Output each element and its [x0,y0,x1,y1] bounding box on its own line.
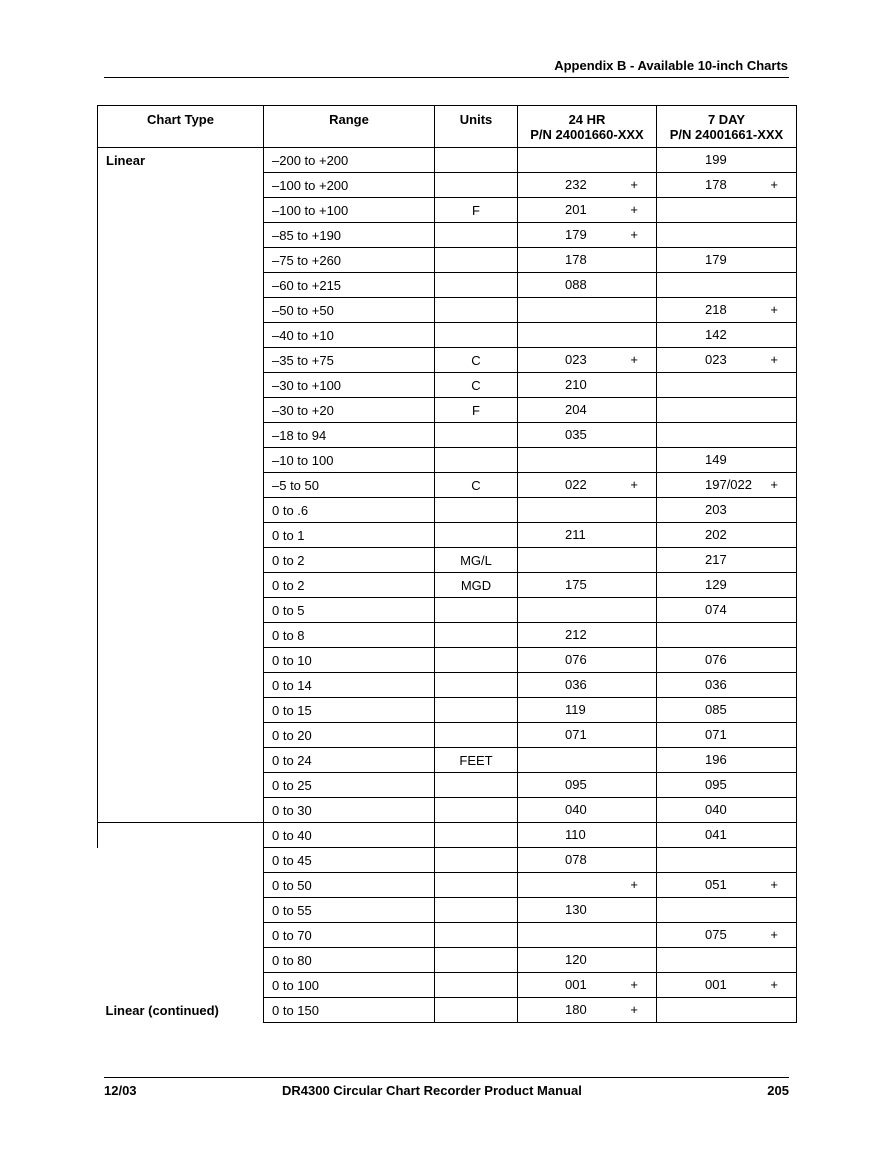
pn-24hr-number: 175 [565,577,587,592]
units-cell: MGD [435,573,518,598]
pn-7day-cell [657,773,797,798]
pn-7day-number: 071 [705,727,727,742]
chart-type-cell [98,223,264,248]
units-cell [435,923,518,948]
pn-7day-cell [657,973,797,998]
units-cell [435,723,518,748]
pn-24hr-cell [518,198,657,223]
chart-type-cell [98,923,264,948]
table-row [98,873,797,898]
table-row [98,498,797,523]
table-row [98,773,797,798]
table-header-row [98,106,797,148]
units-cell [435,598,518,623]
table-row [98,748,797,773]
pn-24hr-cell [518,948,657,973]
pn-7day-number: 218 [705,302,727,317]
col-header-units: Units [435,106,518,148]
units-cell: F [435,398,518,423]
pn-7day-plus-mark: + [770,302,778,317]
pn-7day-cell [657,648,797,673]
range-cell: 0 to 1 [264,523,435,548]
pn-7day-cell [657,573,797,598]
pn-7day-cell [657,448,797,473]
pn-24hr-cell [518,423,657,448]
chart-type-cell [98,248,264,273]
pn-24hr-number: 178 [565,252,587,267]
pn-7day-cell [657,548,797,573]
chart-type-cell [98,373,264,398]
pn-24hr-cell [518,998,657,1023]
table-row [98,848,797,873]
chart-type-label-continued: Linear (continued) [105,1002,219,1018]
pn-7day-cell [657,698,797,723]
chart-type-cell [98,198,264,223]
table-row [98,473,797,498]
pn-7day-cell [657,498,797,523]
pn-24hr-cell [518,348,657,373]
range-cell: 0 to 2 [264,573,435,598]
pn-24hr-plus-mark: + [630,227,638,242]
chart-type-label: Linear [106,153,146,168]
chart-type-cell [98,298,264,323]
units-cell [435,698,518,723]
pn-24hr-number: 040 [565,802,587,817]
pn-24hr-number: 071 [565,727,587,742]
table-row [98,398,797,423]
pn-7day-number: 041 [705,827,727,842]
chart-type-cell [98,473,264,498]
pn-24hr-number: 088 [565,277,587,292]
pn-24hr-cell [518,573,657,598]
pn-7day-number: 095 [705,777,727,792]
pn-7day-number: 023 [705,352,727,367]
units-cell [435,148,518,173]
pn-7day-cell [657,423,797,448]
footer-page-number: 205 [767,1083,789,1098]
pn-24hr-cell [518,673,657,698]
pn-7day-number: 085 [705,702,727,717]
chart-type-cell [98,148,264,173]
pn-24hr-cell [518,148,657,173]
pn-24hr-cell [518,698,657,723]
table-row [98,723,797,748]
pn-7day-number: 129 [705,577,727,592]
table-row [98,948,797,973]
pn-24hr-cell [518,273,657,298]
chart-type-cell [98,523,264,548]
chart-type-cell [98,848,264,873]
col-header-7day-label: 7 DAY [707,112,746,127]
table-row [98,798,797,823]
table-row [98,823,797,848]
units-cell [435,673,518,698]
chart-type-cell [98,898,264,923]
table-row [98,598,797,623]
range-cell: –10 to 100 [264,448,435,473]
range-cell: –30 to +20 [264,398,435,423]
units-cell [435,523,518,548]
page-header-title: Appendix B - Available 10-inch Charts [554,58,788,73]
pn-7day-plus-mark: + [770,877,778,892]
pn-7day-cell [657,923,797,948]
range-cell: 0 to 30 [264,798,435,823]
pn-7day-cell [657,273,797,298]
chart-type-cell [98,648,264,673]
pn-7day-cell [657,948,797,973]
pn-7day-cell [657,598,797,623]
pn-24hr-cell [518,548,657,573]
table-row [98,148,797,173]
chart-type-cell [98,323,264,348]
pn-24hr-number: 204 [565,402,587,417]
pn-7day-cell [657,998,797,1023]
units-cell [435,298,518,323]
units-cell [435,448,518,473]
table-row [98,548,797,573]
pn-24hr-number: 211 [565,527,586,542]
pn-24hr-plus-mark: + [630,1002,638,1017]
chart-type-cell [98,398,264,423]
pn-7day-cell [657,198,797,223]
pn-24hr-number: 095 [565,777,587,792]
table-body [98,148,797,1023]
pn-24hr-number: 179 [565,227,587,242]
chart-type-cell [98,498,264,523]
pn-7day-cell [657,673,797,698]
table-row [98,223,797,248]
chart-type-cell [98,873,264,898]
pn-24hr-plus-mark: + [630,202,638,217]
pn-7day-number: 036 [705,677,727,692]
units-cell [435,423,518,448]
pn-7day-number: 178 [705,177,727,192]
pn-24hr-plus-mark: + [630,177,638,192]
pn-24hr-cell [518,773,657,798]
pn-24hr-cell [518,798,657,823]
chart-type-cell [98,973,264,998]
range-cell: 0 to 2 [264,548,435,573]
pn-7day-cell [657,148,797,173]
col-header-range: Range [264,106,435,148]
pn-7day-cell [657,823,797,848]
units-cell: F [435,198,518,223]
table-row [98,448,797,473]
pn-24hr-number: 036 [565,677,587,692]
chart-type-cell [98,448,264,473]
units-cell [435,798,518,823]
pn-7day-plus-mark: + [770,927,778,942]
units-cell [435,273,518,298]
pn-7day-number: 217 [705,552,727,567]
range-cell: –30 to +100 [264,373,435,398]
units-cell [435,498,518,523]
col-header-7day-pn: P/N 24001661-XXX [669,127,784,142]
table-row [98,523,797,548]
chart-type-cell [98,948,264,973]
units-cell [435,248,518,273]
pn-7day-cell [657,398,797,423]
pn-7day-cell [657,798,797,823]
pn-24hr-cell [518,248,657,273]
pn-7day-cell [657,298,797,323]
units-cell [435,898,518,923]
pn-24hr-cell [518,298,657,323]
chart-type-cell [98,673,264,698]
units-cell: C [435,348,518,373]
col-header-24hr-label: 24 HR [568,112,606,127]
footer-date: 12/03 [104,1083,137,1098]
footer-manual-title: DR4300 Circular Chart Recorder Product Manual [282,1083,582,1098]
chart-type-cell [98,773,264,798]
pn-7day-number: 051 [705,877,727,892]
units-cell [435,873,518,898]
table-row [98,173,797,198]
table-row [98,648,797,673]
range-cell: 0 to 25 [264,773,435,798]
table-row [98,298,797,323]
pn-24hr-cell [518,723,657,748]
range-cell: –40 to +10 [264,323,435,348]
pn-24hr-number: 076 [565,652,587,667]
pn-24hr-cell [518,398,657,423]
pn-7day-cell [657,223,797,248]
pn-7day-number: 199 [705,152,727,167]
units-cell [435,848,518,873]
pn-24hr-plus-mark: + [630,477,638,492]
chart-type-cell [98,748,264,773]
pn-24hr-cell [518,323,657,348]
table-row [98,998,797,1023]
chart-type-cell [98,173,264,198]
units-cell [435,948,518,973]
units-cell: FEET [435,748,518,773]
pn-24hr-cell [518,173,657,198]
pn-24hr-number: 130 [565,902,587,917]
pn-24hr-cell [518,848,657,873]
pn-7day-number: 202 [705,527,727,542]
pn-24hr-cell [518,873,657,898]
table-row [98,973,797,998]
pn-24hr-number: 078 [565,852,587,867]
range-cell: –85 to +190 [264,223,435,248]
charts-table-container [97,105,797,1023]
pn-7day-plus-mark: + [770,177,778,192]
pn-7day-number: 001 [705,977,727,992]
pn-7day-number: 197/022 [705,477,752,492]
table-row [98,573,797,598]
pn-24hr-number: 120 [565,952,587,967]
table-row [98,623,797,648]
units-cell: C [435,373,518,398]
header-rule [104,77,789,78]
range-cell: 0 to .6 [264,498,435,523]
pn-24hr-cell [518,748,657,773]
units-cell [435,623,518,648]
range-cell: 0 to 100 [264,973,435,998]
range-cell: 0 to 10 [264,648,435,673]
pn-7day-plus-mark: + [770,477,778,492]
units-cell: C [435,473,518,498]
pn-24hr-cell [518,623,657,648]
pn-24hr-cell [518,448,657,473]
table-row [98,898,797,923]
chart-type-cell [98,548,264,573]
pn-24hr-number: 119 [565,702,586,717]
table-row [98,673,797,698]
table-row [98,698,797,723]
units-cell [435,173,518,198]
units-cell [435,223,518,248]
pn-24hr-cell [518,598,657,623]
table-row [98,348,797,373]
range-cell: 0 to 20 [264,723,435,748]
pn-24hr-number: 001 [565,977,587,992]
chart-type-cell [98,698,264,723]
pn-7day-cell [657,623,797,648]
pn-7day-cell [657,473,797,498]
pn-7day-cell [657,748,797,773]
pn-7day-number: 142 [705,327,727,342]
table-row [98,923,797,948]
col-header-chart-type: Chart Type [98,106,264,148]
pn-24hr-cell [518,898,657,923]
range-cell: –60 to +215 [264,273,435,298]
table-row [98,248,797,273]
pn-7day-plus-mark: + [770,977,778,992]
col-header-24hr-pn: P/N 24001660-XXX [530,127,644,142]
pn-24hr-plus-mark: + [630,877,638,892]
range-cell: 0 to 24 [264,748,435,773]
chart-type-cell [98,423,264,448]
col-header-7day [657,106,797,148]
pn-7day-cell [657,348,797,373]
pn-7day-number: 074 [705,602,727,617]
pn-24hr-plus-mark: + [630,977,638,992]
units-cell [435,773,518,798]
table-row [98,423,797,448]
units-cell [435,823,518,848]
table-row [98,323,797,348]
pn-7day-cell [657,373,797,398]
range-cell: 0 to 80 [264,948,435,973]
range-cell: –100 to +200 [264,173,435,198]
range-cell: 0 to 40 [264,823,435,848]
chart-type-cell [98,598,264,623]
pn-7day-cell [657,723,797,748]
pn-7day-number: 075 [705,927,727,942]
units-cell [435,973,518,998]
pn-7day-cell [657,848,797,873]
pn-24hr-number: 035 [565,427,587,442]
range-cell: –18 to 94 [264,423,435,448]
range-cell: –100 to +100 [264,198,435,223]
table-row [98,373,797,398]
pn-24hr-number: 212 [565,627,587,642]
pn-24hr-cell [518,923,657,948]
chart-type-cell [98,348,264,373]
pn-24hr-number: 110 [565,827,586,842]
range-cell: 0 to 8 [264,623,435,648]
pn-24hr-cell [518,373,657,398]
range-cell: 0 to 15 [264,698,435,723]
range-cell: 0 to 45 [264,848,435,873]
pn-24hr-cell [518,648,657,673]
chart-type-cell [98,998,264,1023]
chart-type-cell [98,723,264,748]
pn-24hr-cell [518,473,657,498]
pn-24hr-number: 201 [565,202,587,217]
pn-7day-number: 179 [705,252,727,267]
pn-7day-number: 149 [705,452,727,467]
units-cell [435,648,518,673]
chart-type-cell [98,798,264,823]
chart-type-cell [98,823,264,848]
range-cell: –75 to +260 [264,248,435,273]
pn-24hr-number: 022 [565,477,587,492]
pn-7day-cell [657,248,797,273]
pn-24hr-number: 180 [565,1002,587,1017]
range-cell: 0 to 70 [264,923,435,948]
charts-table [97,105,797,1023]
range-cell: 0 to 50 [264,873,435,898]
range-cell: 0 to 5 [264,598,435,623]
table-row [98,273,797,298]
range-cell: 0 to 55 [264,898,435,923]
pn-24hr-cell [518,823,657,848]
pn-7day-number: 196 [705,752,727,767]
pn-24hr-plus-mark: + [630,352,638,367]
units-cell [435,323,518,348]
pn-24hr-cell [518,498,657,523]
pn-24hr-number: 023 [565,352,587,367]
pn-7day-cell [657,323,797,348]
range-cell: –35 to +75 [264,348,435,373]
pn-24hr-number: 210 [565,377,587,392]
pn-24hr-cell [518,973,657,998]
pn-24hr-cell [518,223,657,248]
pn-7day-cell [657,173,797,198]
range-cell: –50 to +50 [264,298,435,323]
range-cell: 0 to 14 [264,673,435,698]
pn-7day-cell [657,898,797,923]
pn-7day-number: 076 [705,652,727,667]
chart-type-cell [98,573,264,598]
col-header-24hr [518,106,657,148]
units-cell: MG/L [435,548,518,573]
pn-7day-plus-mark: + [770,352,778,367]
pn-7day-number: 203 [705,502,727,517]
pn-7day-cell [657,873,797,898]
pn-24hr-cell [518,523,657,548]
range-cell: –5 to 50 [264,473,435,498]
chart-type-cell [98,273,264,298]
pn-7day-cell [657,523,797,548]
range-cell: –200 to +200 [264,148,435,173]
range-cell: 0 to 150 [264,998,435,1023]
chart-type-cell [98,623,264,648]
units-cell [435,998,518,1023]
table-row [98,198,797,223]
footer-rule [104,1077,789,1078]
pn-24hr-number: 232 [565,177,587,192]
pn-7day-number: 040 [705,802,727,817]
